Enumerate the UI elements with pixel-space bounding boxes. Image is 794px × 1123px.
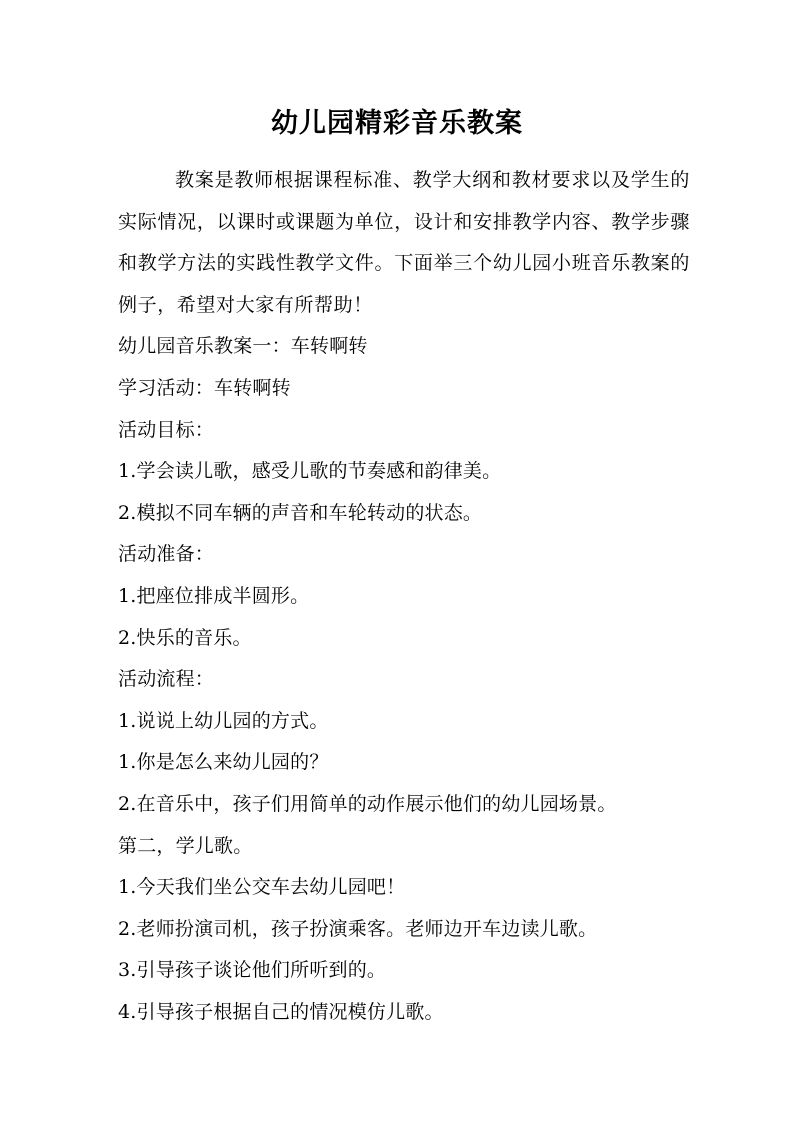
activity-goals-heading: 活动目标： (118, 418, 215, 441)
process-item: 4.引导孩子根据自己的情况模仿儿歌。 (118, 1000, 444, 1023)
activity-process-heading: 活动流程： (118, 668, 215, 691)
document-body (118, 160, 690, 1033)
preparation-item: 1.把座位排成半圆形。 (118, 584, 310, 607)
learning-activity-line: 学习活动：车转啊转 (118, 376, 291, 399)
intro-paragraph: 教案是教师根据课程标准、教学大纲和教材要求以及学生的实际情况，以课时或课题为单位，设计和安排教学内容、教学步骤和教学方法的实践性教学文件。下面举三个幼儿园小班音乐教案的例子，希望对大家有所帮助！ (118, 169, 690, 316)
process-item: 3.引导孩子谈论他们所听到的。 (118, 959, 387, 982)
document-title: 幼儿园精彩音乐教案 (271, 108, 523, 139)
goal-item: 2.模拟不同车辆的声音和车轮转动的状态。 (118, 501, 483, 524)
process-item: 1.说说上幼儿园的方式。 (118, 709, 329, 732)
process-item: 1.你是怎么来幼儿园的？ (118, 751, 329, 774)
section-heading-lesson-one: 幼儿园音乐教案一：车转啊转 (118, 335, 368, 358)
preparation-item: 2.快乐的音乐。 (118, 626, 252, 649)
process-item: 2.老师扮演司机，孩子扮演乘客。老师边开车边读儿歌。 (118, 917, 598, 940)
activity-preparation-heading: 活动准备： (118, 543, 215, 566)
process-step-heading: 第二，学儿歌。 (118, 834, 253, 857)
process-item: 2.在音乐中，孩子们用简单的动作展示他们的幼儿园场景。 (118, 792, 617, 815)
process-item: 1.今天我们坐公交车去幼儿园吧！ (118, 876, 406, 899)
goal-item: 1.学会读儿歌，感受儿歌的节奏感和韵律美。 (118, 460, 502, 483)
